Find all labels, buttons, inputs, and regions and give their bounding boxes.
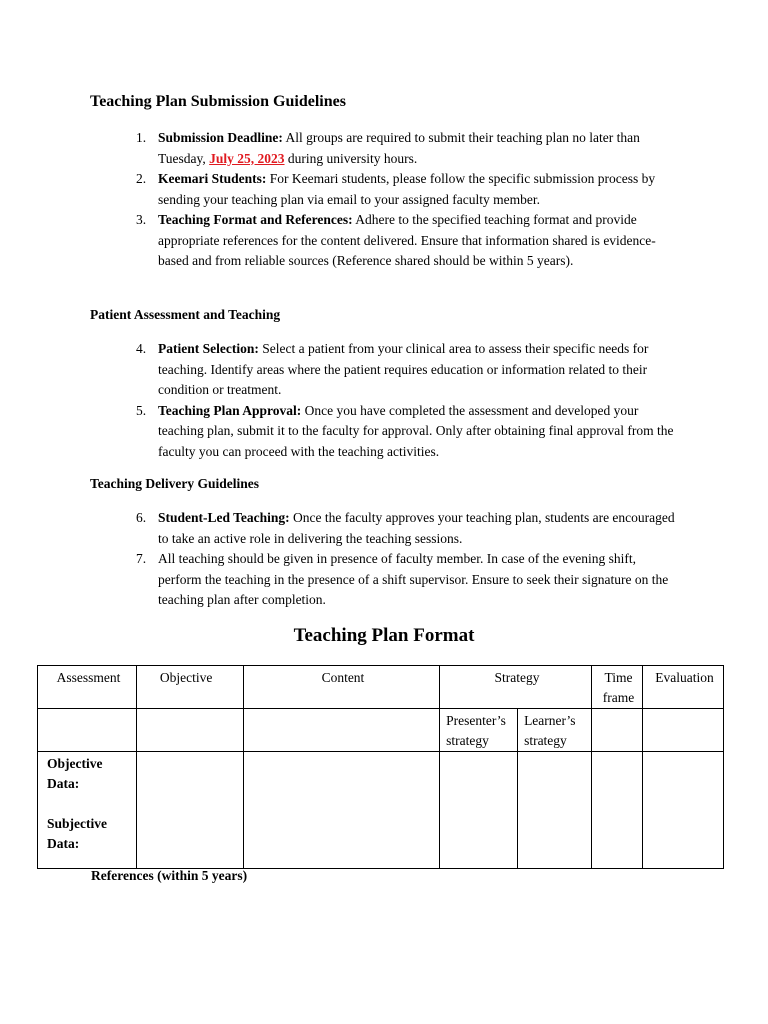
item-text: For Keemari students, please follow the specific submission process by sending your teaching plan via email to your assigned faculty member.: [158, 171, 656, 207]
subheader-presenter-strategy: Presenter’s strategy: [440, 709, 518, 752]
item-text: Select a patient from your clinical area to assess their specific needs for teaching. Identify areas where the patient requires education or information related to their condition or treatment.: [158, 341, 649, 397]
guidelines-list: [120, 128, 680, 272]
table-cell: [136, 709, 243, 752]
item-label: Student-Led Teaching:: [158, 510, 290, 525]
format-title: Teaching Plan Format: [293, 625, 475, 646]
delivery-list: [120, 508, 680, 611]
table-cell: [592, 752, 643, 869]
table-cell: [243, 752, 439, 869]
item-text: Adhere to the specified teaching format and provide appropriate references for the content delivered. Ensure that information shared is evidence-based and from reliable sources (Reference shared should be within 5 years).: [158, 212, 656, 268]
teaching-plan-table: [37, 665, 724, 869]
header-assessment: Assessment: [38, 666, 137, 709]
item-text: All teaching should be given in presence of faculty member. In case of the evening shift, perform the teaching in the presence of a shift supervisor. Ensure to seek their signature on the teaching plan after completion.: [158, 551, 669, 607]
table-cell: [243, 709, 439, 752]
subjective-data-label: Subjective Data:: [47, 816, 107, 851]
item-number: 1.: [136, 130, 147, 145]
assessment-list: [120, 339, 680, 462]
item-number: 2.: [136, 171, 147, 186]
list-item: [120, 169, 680, 210]
item-number: 6.: [136, 510, 147, 525]
item-label: Keemari Students:: [158, 171, 267, 186]
header-content: Content: [243, 666, 439, 709]
table-cell: [592, 709, 643, 752]
table-cell: [440, 752, 518, 869]
header-time-frame: Time frame: [592, 666, 643, 709]
item-text: during university hours.: [284, 150, 418, 166]
header-strategy: Strategy: [440, 666, 592, 709]
item-label: Teaching Plan Approval:: [158, 402, 302, 418]
table-header-row: [38, 666, 724, 709]
item-label: Teaching Format and References:: [158, 212, 353, 227]
assessment-section-title: Patient Assessment and Teaching: [90, 307, 281, 322]
header-objective: Objective: [136, 666, 243, 709]
item-number: 7.: [136, 551, 147, 566]
item-number: 5.: [136, 402, 147, 418]
table-cell: [642, 709, 723, 752]
list-item: [120, 549, 680, 611]
assessment-data-cell: [38, 752, 137, 869]
item-label: Patient Selection:: [158, 341, 259, 356]
item-text: All groups are required to submit their teaching plan no later than Tuesday,: [158, 130, 640, 166]
delivery-section-title: Teaching Delivery Guidelines: [90, 476, 260, 491]
table-cell: [518, 752, 592, 869]
subheader-learner-strategy: Learner’s strategy: [518, 709, 592, 752]
objective-data-label: Objective Data:: [47, 756, 103, 791]
list-item: [120, 128, 680, 169]
item-number: 3.: [136, 212, 147, 227]
item-label: Submission Deadline:: [158, 130, 283, 145]
list-item: [120, 210, 680, 272]
table-subheader-row: [38, 709, 724, 752]
guidelines-title: Teaching Plan Submission Guidelines: [90, 93, 346, 110]
deadline-date: July 25, 2023: [209, 150, 285, 166]
table-cell: [136, 752, 243, 869]
list-item: [120, 401, 680, 463]
list-item: [120, 339, 680, 401]
item-number: 4.: [136, 341, 147, 356]
header-evaluation: Evaluation: [642, 666, 723, 709]
item-text: Once the faculty approves your teaching plan, students are encouraged to take an active role in delivering the teaching sessions.: [158, 510, 675, 546]
table-cell: [38, 709, 137, 752]
list-item: [120, 508, 680, 549]
item-text: Once you have completed the assessment and developed your teaching plan, submit it to the faculty for approval. Only after obtaining final approval from the faculty you can proceed with the teaching activities.: [158, 402, 674, 459]
table-cell: [642, 752, 723, 869]
table-row: [38, 752, 724, 869]
references-label: References (within 5 years): [91, 868, 248, 883]
